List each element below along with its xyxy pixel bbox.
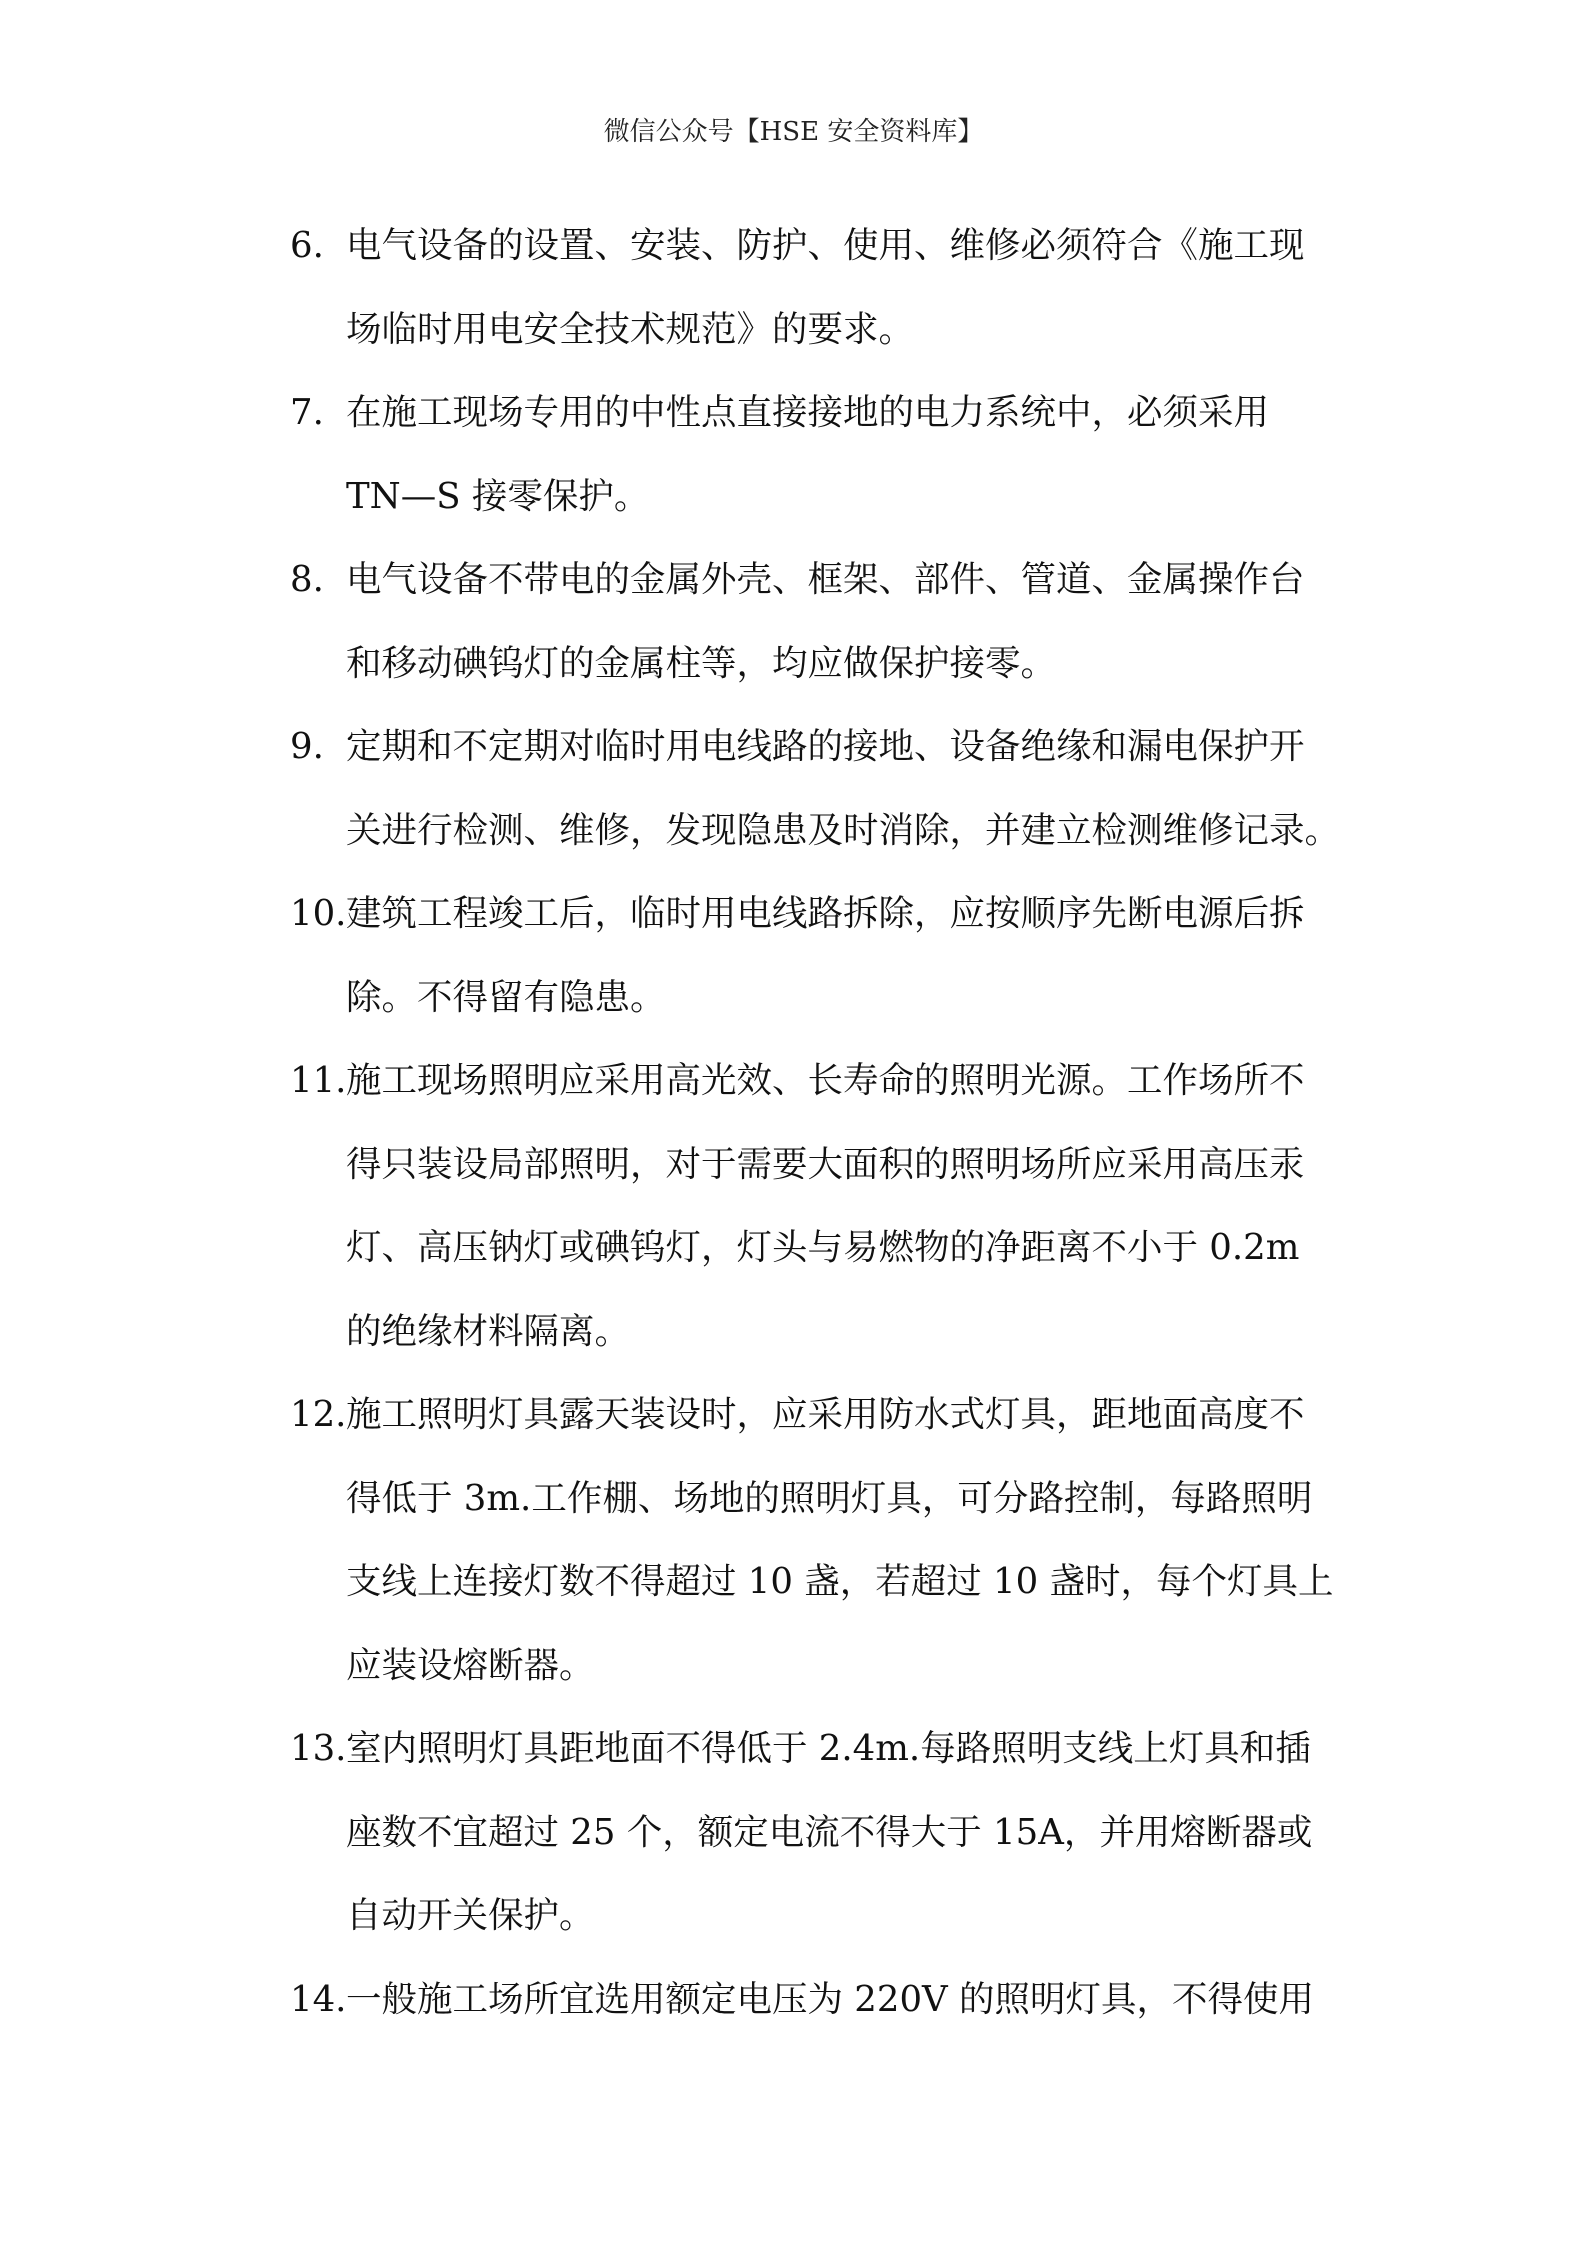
item-number: 11. — [290, 1060, 347, 1101]
item-number: 8. — [290, 559, 324, 600]
item-number: 6. — [290, 225, 324, 266]
item-text-line: 在施工现场专用的中性点直接接地的电力系统中，必须采用 — [346, 392, 1270, 433]
item-text-line: 得只装设局部照明，对于需要大面积的照明场所应采用高压汞 — [346, 1143, 1305, 1185]
item-text-line: 施工现场照明应采用高光效、长寿命的照明光源。工作场所不 — [346, 1060, 1305, 1101]
list-item — [290, 538, 1350, 705]
item-number: 10. — [290, 893, 347, 934]
list-item — [290, 1958, 1350, 2042]
list-item — [290, 1373, 1350, 1707]
item-text-line: 施工照明灯具露天装设时，应采用防水式灯具，距地面高度不 — [346, 1394, 1305, 1435]
item-text-line: 室内照明灯具距地面不得低于 2.4m.每路照明支线上灯具和插 — [346, 1728, 1311, 1769]
regulation-list — [290, 204, 1350, 2041]
page-header: 微信公众号【HSE 安全资料库】 — [603, 117, 984, 147]
list-item — [290, 872, 1350, 1039]
item-text-line: 电气设备的设置、安装、防护、使用、维修必须符合《施工现 — [346, 225, 1305, 266]
item-text-line: 灯、高压钠灯或碘钨灯，灯头与易燃物的净距离不小于 0.2m — [346, 1227, 1300, 1268]
item-number: 7. — [290, 392, 324, 433]
item-text-line: 电气设备不带电的金属外壳、框架、部件、管道、金属操作台 — [346, 559, 1305, 600]
item-text-line: 建筑工程竣工后，临时用电线路拆除，应按顺序先断电源后拆 — [346, 893, 1305, 934]
item-text-line: TN—S 接零保护。 — [346, 475, 650, 517]
item-text-line: 支线上连接灯数不得超过 10 盏，若超过 10 盏时，每个灯具上 — [346, 1561, 1334, 1602]
item-number: 14. — [290, 1978, 347, 2020]
item-text-line: 定期和不定期对临时用电线路的接地、设备绝缘和漏电保护开 — [346, 726, 1305, 767]
list-item — [290, 705, 1350, 872]
list-item — [290, 1039, 1350, 1373]
item-number: 12. — [290, 1394, 347, 1435]
item-text-line: 得低于 3m.工作棚、场地的照明灯具，可分路控制，每路照明 — [346, 1477, 1313, 1519]
item-number: 13. — [290, 1728, 347, 1769]
item-text-line: 座数不宜超过 25 个，额定电流不得大于 15A，并用熔断器或 — [346, 1811, 1313, 1853]
item-text-line: 关进行检测、维修，发现隐患及时消除，并建立检测维修记录。 — [346, 809, 1341, 851]
item-text-line: 和移动碘钨灯的金属柱等，均应做保护接零。 — [346, 642, 1057, 684]
item-text-line: 的绝缘材料隔离。 — [346, 1310, 631, 1352]
list-item — [290, 204, 1350, 371]
item-text-line: 场临时用电安全技术规范》的要求。 — [346, 308, 915, 350]
item-number: 9. — [290, 726, 324, 767]
item-text-line: 一般施工场所宜选用额定电压为 220V 的照明灯具，不得使用 — [346, 1978, 1314, 2020]
item-text-line: 自动开关保护。 — [346, 1895, 595, 1936]
item-text-line: 应装设熔断器。 — [346, 1644, 595, 1686]
item-text-line: 除。不得留有隐患。 — [346, 976, 666, 1018]
list-item — [290, 371, 1350, 538]
list-item — [290, 1707, 1350, 1958]
